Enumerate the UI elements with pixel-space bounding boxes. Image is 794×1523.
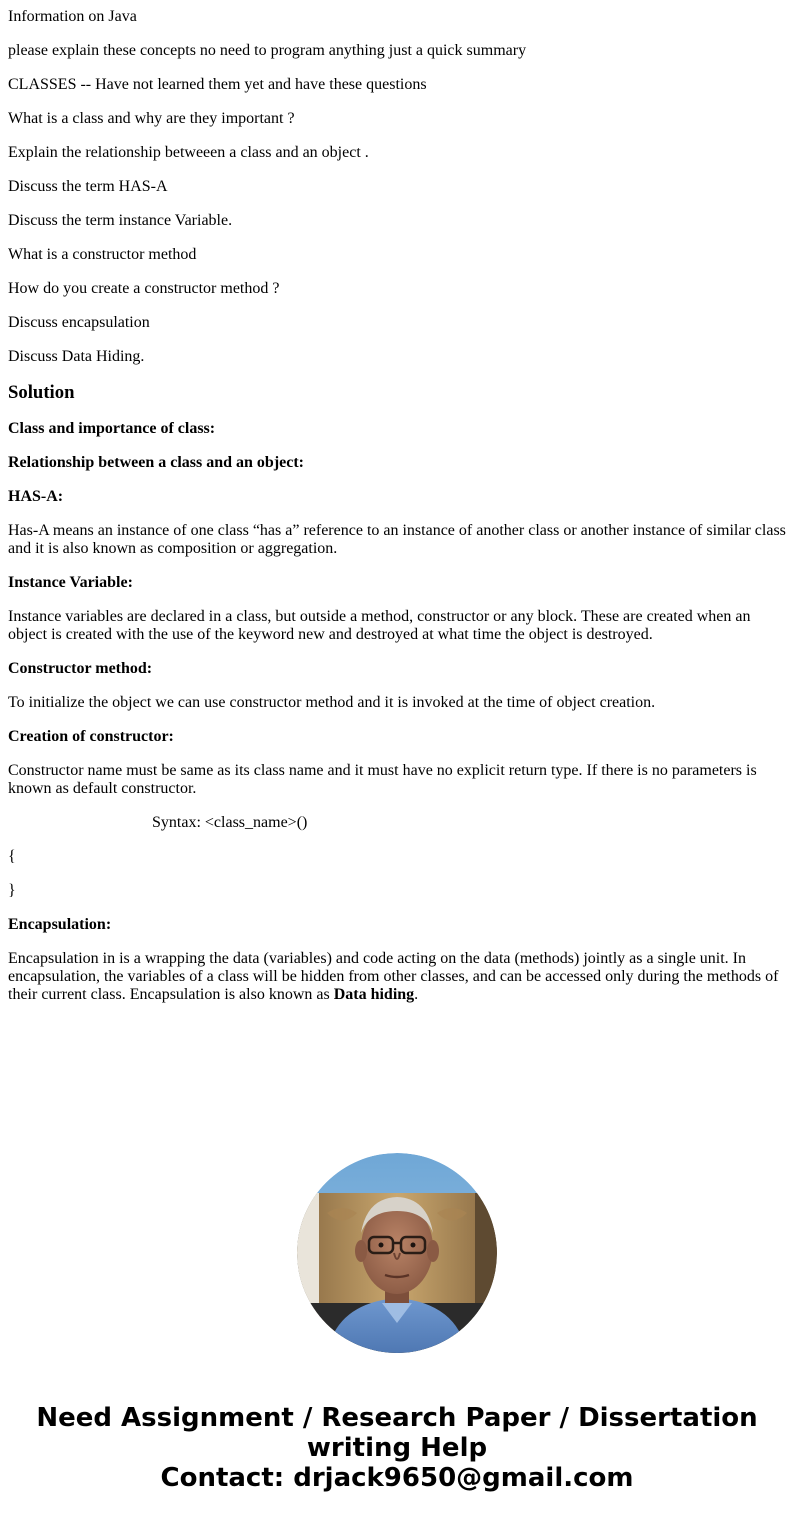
instance-heading: Instance Variable: bbox=[8, 574, 133, 591]
instance-text: Instance variables are declared in a class, but outside a method, constructor or any block. These are created when an object is created with the use of the keyword new and destroyed at what time the object is destroyed. bbox=[8, 608, 751, 643]
banner-contact: Contact: drjack9650@gmail.com bbox=[160, 1463, 634, 1493]
constructor-heading: Constructor method: bbox=[8, 660, 153, 677]
encapsulation-paragraph bbox=[8, 950, 788, 1004]
hasa-text: Has-A means an instance of one class “has a” reference to an instance of another class or another instance of similar class and it is also known as composition or aggregation. bbox=[8, 522, 786, 557]
question-item: How do you create a constructor method ? bbox=[8, 280, 280, 297]
document-body bbox=[8, 8, 788, 1020]
author-avatar bbox=[297, 1153, 497, 1353]
constructor-text: To initialize the object we can use constructor method and it is invoked at the time of object creation. bbox=[8, 694, 656, 711]
hasa-heading: HAS-A: bbox=[8, 488, 64, 505]
encapsulation-text: Encapsulation in is a wrapping the data (variables) and code acting on the data (methods) jointly as a single unit. In encapsulation, the variables of a class will be hidden from other classes, and can be accessed only during the methods of their current class. Encapsulation is also known as bbox=[8, 950, 779, 1003]
syntax-line: Syntax: <class_name>() bbox=[152, 814, 308, 831]
class-heading: Class and importance of class: bbox=[8, 420, 216, 437]
question-item: Discuss the term HAS-A bbox=[8, 178, 168, 195]
close-brace: } bbox=[8, 882, 16, 899]
question-item: Discuss the term instance Variable. bbox=[8, 212, 233, 229]
data-hiding-term: Data hiding bbox=[333, 986, 415, 1003]
question-item: Discuss Data Hiding. bbox=[8, 348, 145, 365]
banner-line-1: Need Assignment / Research Paper / Dissertation bbox=[36, 1403, 758, 1433]
question-intro: CLASSES -- Have not learned them yet and have these questions bbox=[8, 76, 427, 93]
contact-banner bbox=[0, 1403, 794, 1493]
question-title: Information on Java bbox=[8, 8, 137, 25]
encapsulation-heading: Encapsulation: bbox=[8, 916, 112, 933]
author-photo-illustration bbox=[297, 1153, 497, 1353]
question-prompt: please explain these concepts no need to program anything just a quick summary bbox=[8, 42, 527, 59]
encapsulation-end: . bbox=[414, 986, 419, 1003]
question-item: Discuss encapsulation bbox=[8, 314, 150, 331]
question-item: Explain the relationship betweeen a class and an object . bbox=[8, 144, 369, 161]
creation-heading: Creation of constructor: bbox=[8, 728, 174, 745]
banner-line-2: writing Help bbox=[306, 1433, 488, 1463]
solution-heading: Solution bbox=[8, 382, 75, 403]
question-item: What is a class and why are they important ? bbox=[8, 110, 295, 127]
relationship-heading: Relationship between a class and an object: bbox=[8, 454, 305, 471]
creation-text: Constructor name must be same as its class name and it must have no explicit return type. If there is no parameters is known as default constructor. bbox=[8, 762, 757, 797]
question-item: What is a constructor method bbox=[8, 246, 197, 263]
open-brace: { bbox=[8, 848, 16, 865]
